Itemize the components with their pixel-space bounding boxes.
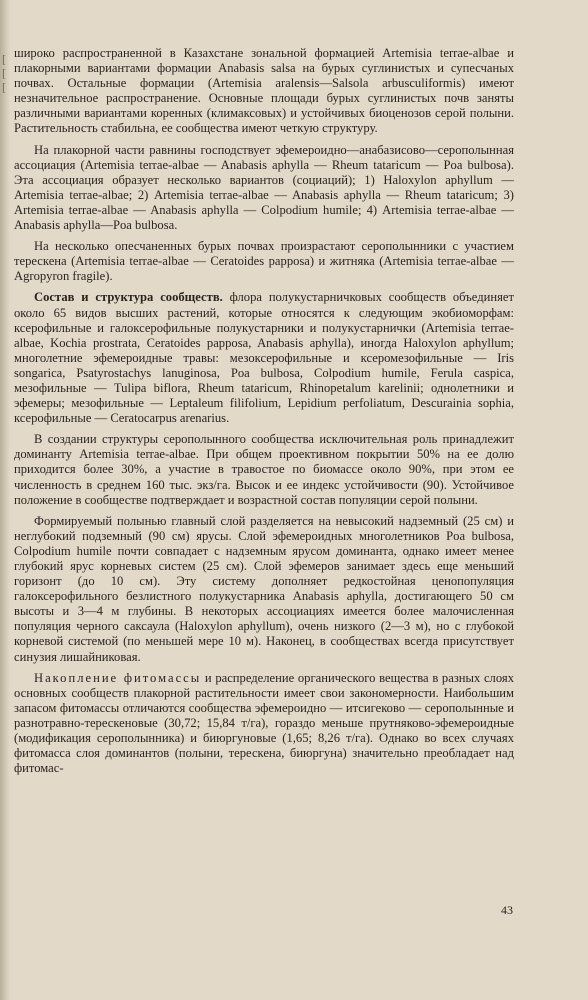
body-text: [14, 46, 514, 776]
book-spine-shadow: [0, 0, 10, 1000]
paragraph-2: На плакорной части равнины господствует эфемероидно—анабазисово—серополынная ассоциация (Artemisia terrae-albae — Anabasis aphylla — Rheum tataricum — Poa bulbosa). Эта ассоциация образует несколько вариантов (социаций); 1) Haloxylon aphyllum — Artemisia terrae-albae; 2) Artemisia terrae-albae — Anabasis aphylla — Rheum tataricum; 3) Artemisia terrae-albae — Anabasis aphylla — Colpodium humile; 4) Artemisia terrae-albae — Anabasis aphylla—Poa bulbosa.: [14, 142, 514, 233]
paragraph-7-text: и распределение органического вещества в разных слоях основных сообществ плакорной растительности имеет свои закономерности. Наибольшим запасом фитомассы отличаются сообщества эфемероидно — итсигеково — серополынные и разнотравно-терескеновые (30,72; 15,84 т/га), гораздо меньше прутняково-эфемероидные (модификация серополынника) и биюргуновые (1,65; 8,26 т/га). Однако во всех случаях фитомасса слоя доминантов (полыни, терескена, биюргуна) значительно преобладает над фитомас-: [14, 670, 514, 776]
paragraph-3: На несколько опесчаненных бурых почвах произрастают серополынники с участием терескена (Artemisia terrae-albae — Ceratoides papposa) и житняка (Artemisia terrae-albae — Agropyron fragile).: [14, 239, 514, 284]
paragraph-4-text: флора полукустарничковых сообществ объединяет около 65 видов высших растений, которые относятся к следующим экобиоморфам: ксерофильные и галоксерофильные полукустарники и полукустарнички (Artemisia terrae-albae, Kochia prostrata, Ceratoides papposa, Anabasis aphylla), иногда Haloxylon aphyllum; многолетние эфемероидные травы: мезоксерофильные и ксеромезофильные — Iris songarica, Psatyrostachys lanuginosa, Poa bulbosa, Colpodium humile, Ferula caspica, мезофильные — Tulipa biflora, Rheum tataricum, Rhinopetalum karelinii; однолетники и эфемеры; мезофильные — Leptaleum filifolium, Lepidium perfoliatum, Descurainia sophia, ксерофильные — Ceratocarpus arenarius.: [14, 290, 514, 426]
paragraph-7: [14, 671, 514, 777]
paragraph-4: [14, 290, 514, 426]
page-number: 43: [501, 903, 513, 917]
paragraph-5: В создании структуры серополынного сообщества исключительная роль принадлежит доминанту Artemisia terrae-albae. При общем проективном покрытии 50% на ее долю приходится более 30%, а участие в травостое по биомассе около 90%, при этом ее численность в среднем 160 тыс. экз/га. Высок и ее индекс устойчивости (90). Устойчивое положение в сообществе подтверждает и возрастной состав популяции серой полыни.: [14, 432, 514, 507]
paragraph-1: широко распространенной в Казахстане зональной формацией Artemisia terrae-albae и плакорными вариантами формации Anabasis salsa на бурых суглинистых и супесчаных почвах. Остальные формации (Artemisia aralensis—Salsola arbusculiformis) имеют незначительное распространение. Основные площади бурых суглинистых почв заняты различными вариантами коренных (климаксовых) и устойчивых биоценозов серой полыни. Растительность стабильна, ее сообщества имеют четкую структуру.: [14, 46, 514, 136]
paragraph-6: Формируемый полынью главный слой разделяется на невысокий надземный (25 см) и неглубокий подземный (90 см) ярусы. Слой эфемероидных многолетников Poa bulbosa, Colpodium humile почти совпадает с надземным ярусом доминанта, однако имеет менее глубокий ярус корневых систем (25 см). Слой эфемеров занимает здесь еще меньший горизонт (до 10 см). Эту систему дополняет редкостойная ценопопуляция галоксерофильного безлистного полукустарника Anabasis aphylla, достигающего 50 см высоты и 3—4 м глубины. В некоторых ассоциациях имеется более малочисленная популяция черного саксаула (Haloxylon aphyllum), очень низкого (2—3 м), но с глубокой корневой системой (по меньшей мере 10 м). Наконец, в сообществах всегда присутствует синузия лишайниковая.: [14, 513, 514, 664]
spaced-heading-phytomass: Накопление фитомассы: [34, 670, 202, 685]
section-heading-structure: Состав и структура сообществ.: [34, 290, 223, 305]
gutter-bracket-marks: [ [ [: [2, 52, 6, 94]
